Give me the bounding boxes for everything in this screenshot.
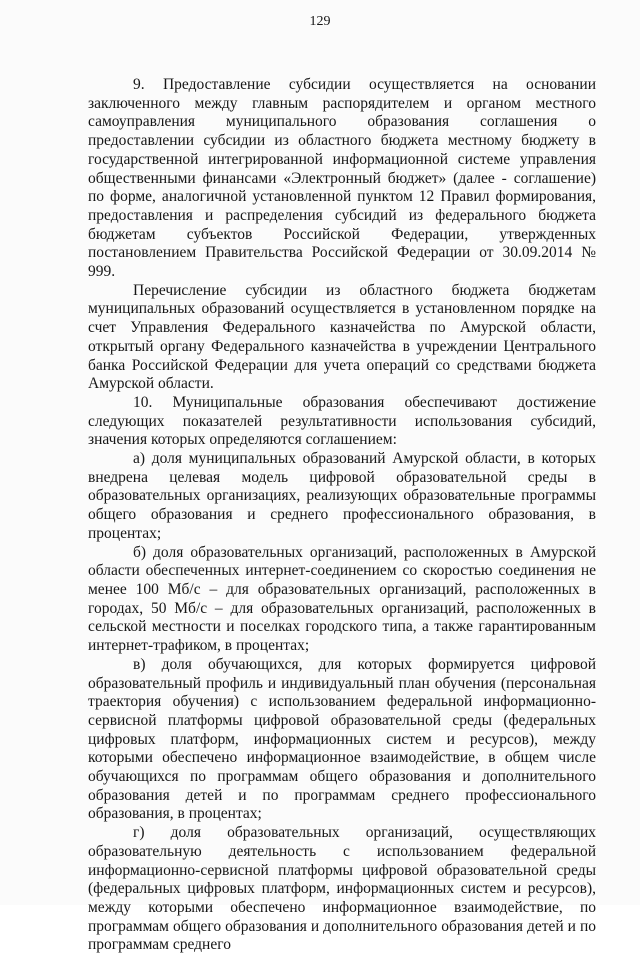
document-body	[88, 76, 596, 955]
paragraph-transfer: Перечисление субсидии из областного бюджета бюджетам муниципальных образований осуществляется в установленном порядке на счет Управления Федерального казначейства по Амурской области, открытый органу Федерального казначейства в учреждении Центрального банка Российской Федерации для учета операций со средствами бюджета Амурской области.	[88, 281, 596, 393]
item-g: г) доля образовательных организаций, осуществляющих образовательную деятельность с использованием федеральной информационно-сервисной платформы цифровой образовательной среды (федеральных цифровых платформ, информационных систем и ресурсов), между которыми обеспечено информационное взаимодействие, по программам общего образования и дополнительного образования детей и по программам среднего	[88, 824, 596, 954]
paragraph-9: 9. Предоставление субсидии осуществляется на основании заключенного между главным распорядителем и органом местного самоуправления муниципального образования соглашения о предоставлении субсидии из областного бюджета местному бюджету в государственной интегрированной информационной системе управления общественными финансами «Электронный бюджет» (далее - соглашение) по форме, аналогичной установленной пунктом 12 Правил формирования, предоставления и распределения субсидий из федерального бюджета бюджетам субъектов Российской Федерации, утвержденных постановлением Правительства Российской Федерации от 30.09.2014 № 999.	[88, 76, 596, 281]
page-number: 129	[309, 14, 331, 29]
item-a: а) доля муниципальных образований Амурской области, в которых внедрена целевая модель цифровой образовательной среды в образовательных организациях, реализующих образовательные программы общего образования и среднего профессионального образования, в процентах;	[88, 450, 596, 542]
paragraph-10: 10. Муниципальные образования обеспечивают достижение следующих показателей результативности использования субсидий, значения которых определяются соглашением:	[88, 393, 596, 449]
item-b: б) доля образовательных организаций, расположенных в Амурской области обеспеченных интернет-соединением со скоростью соединения не менее 100 Мб/с – для образовательных организаций, расположенных в городах, 50 Мб/с – для образовательных организаций, расположенных в сельской местности и поселках городского типа, а также гарантированным интернет-трафиком, в процентах;	[88, 543, 596, 655]
item-v: в) доля обучающихся, для которых формируется цифровой образовательный профиль и индивидуальный план обучения (персональная траектория обучения) с использованием федеральной информационно-сервисной платформы цифровой образовательной среды (федеральных цифровых платформ, информационных систем и ресурсов), между которыми обеспечено информационное взаимодействие, в общем числе обучающихся по программам общего образования и дополнительного образования детей и по программам среднего профессионального образования, в процентах;	[88, 655, 596, 823]
